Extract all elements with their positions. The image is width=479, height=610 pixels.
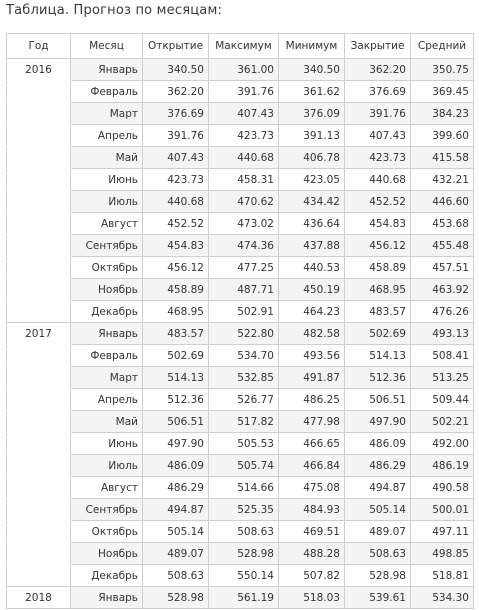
open-cell: 391.76 [143, 125, 209, 147]
max-cell: 473.02 [209, 213, 279, 235]
min-cell: 464.23 [279, 301, 345, 323]
close-cell: 391.76 [345, 103, 411, 125]
min-cell: 391.13 [279, 125, 345, 147]
max-cell: 487.71 [209, 279, 279, 301]
open-cell: 456.12 [143, 257, 209, 279]
year-cell [7, 455, 71, 477]
open-cell: 452.52 [143, 213, 209, 235]
table-row [7, 257, 474, 279]
month-cell: Октябрь [71, 521, 143, 543]
max-cell: 514.66 [209, 477, 279, 499]
year-cell [7, 213, 71, 235]
col-header-min: Минимум [279, 34, 345, 59]
close-cell: 452.52 [345, 191, 411, 213]
open-cell: 508.63 [143, 565, 209, 587]
year-cell [7, 279, 71, 301]
table-row [7, 213, 474, 235]
close-cell: 486.09 [345, 433, 411, 455]
col-header-avg: Средний [411, 34, 474, 59]
table-row [7, 367, 474, 389]
table-row [7, 323, 474, 345]
avg-cell: 509.44 [411, 389, 474, 411]
table-row [7, 477, 474, 499]
close-cell: 407.43 [345, 125, 411, 147]
avg-cell: 446.60 [411, 191, 474, 213]
max-cell: 528.98 [209, 543, 279, 565]
month-cell: Июль [71, 191, 143, 213]
close-cell: 489.07 [345, 521, 411, 543]
year-cell [7, 235, 71, 257]
close-cell: 483.57 [345, 301, 411, 323]
header-row [7, 34, 474, 59]
max-cell: 525.35 [209, 499, 279, 521]
table-row [7, 521, 474, 543]
open-cell: 362.20 [143, 81, 209, 103]
month-cell: Декабрь [71, 565, 143, 587]
min-cell: 423.05 [279, 169, 345, 191]
table-row [7, 499, 474, 521]
open-cell: 483.57 [143, 323, 209, 345]
month-cell: Февраль [71, 345, 143, 367]
month-cell: Ноябрь [71, 279, 143, 301]
avg-cell: 493.13 [411, 323, 474, 345]
max-cell: 477.25 [209, 257, 279, 279]
year-cell [7, 103, 71, 125]
col-header-year: Год [7, 34, 71, 59]
year-cell [7, 81, 71, 103]
avg-cell: 415.58 [411, 147, 474, 169]
table-row [7, 433, 474, 455]
month-cell: Август [71, 213, 143, 235]
close-cell: 440.68 [345, 169, 411, 191]
max-cell: 550.14 [209, 565, 279, 587]
year-cell [7, 433, 71, 455]
year-cell: 2016 [7, 59, 71, 81]
max-cell: 391.76 [209, 81, 279, 103]
close-cell: 528.98 [345, 565, 411, 587]
open-cell: 407.43 [143, 147, 209, 169]
open-cell: 468.95 [143, 301, 209, 323]
table-row [7, 81, 474, 103]
open-cell: 454.83 [143, 235, 209, 257]
avg-cell: 534.30 [411, 587, 474, 609]
year-cell: 2018 [7, 587, 71, 609]
open-cell: 423.73 [143, 169, 209, 191]
min-cell: 440.53 [279, 257, 345, 279]
max-cell: 458.31 [209, 169, 279, 191]
avg-cell: 399.60 [411, 125, 474, 147]
min-cell: 507.82 [279, 565, 345, 587]
open-cell: 458.89 [143, 279, 209, 301]
table-row [7, 543, 474, 565]
table-caption: Таблица. Прогноз по месяцам: [6, 3, 223, 18]
month-cell: Март [71, 367, 143, 389]
year-cell [7, 191, 71, 213]
close-cell: 468.95 [345, 279, 411, 301]
close-cell: 508.63 [345, 543, 411, 565]
table-row [7, 301, 474, 323]
open-cell: 486.09 [143, 455, 209, 477]
max-cell: 474.36 [209, 235, 279, 257]
avg-cell: 455.48 [411, 235, 474, 257]
table-row [7, 565, 474, 587]
month-cell: Сентябрь [71, 235, 143, 257]
max-cell: 470.62 [209, 191, 279, 213]
max-cell: 534.70 [209, 345, 279, 367]
open-cell: 486.29 [143, 477, 209, 499]
year-cell [7, 147, 71, 169]
avg-cell: 457.51 [411, 257, 474, 279]
max-cell: 505.74 [209, 455, 279, 477]
max-cell: 502.91 [209, 301, 279, 323]
min-cell: 488.28 [279, 543, 345, 565]
max-cell: 505.53 [209, 433, 279, 455]
avg-cell: 492.00 [411, 433, 474, 455]
avg-cell: 453.68 [411, 213, 474, 235]
min-cell: 340.50 [279, 59, 345, 81]
avg-cell: 384.23 [411, 103, 474, 125]
min-cell: 466.65 [279, 433, 345, 455]
month-cell: Август [71, 477, 143, 499]
month-cell: Май [71, 147, 143, 169]
month-cell: Ноябрь [71, 543, 143, 565]
month-cell: Февраль [71, 81, 143, 103]
close-cell: 486.29 [345, 455, 411, 477]
close-cell: 502.69 [345, 323, 411, 345]
min-cell: 469.51 [279, 521, 345, 543]
avg-cell: 486.19 [411, 455, 474, 477]
max-cell: 532.85 [209, 367, 279, 389]
table-row [7, 345, 474, 367]
open-cell: 494.87 [143, 499, 209, 521]
col-header-open: Открытие [143, 34, 209, 59]
close-cell: 497.90 [345, 411, 411, 433]
min-cell: 436.64 [279, 213, 345, 235]
avg-cell: 498.85 [411, 543, 474, 565]
col-header-max: Максимум [209, 34, 279, 59]
month-cell: Июль [71, 455, 143, 477]
table-row [7, 235, 474, 257]
year-cell [7, 477, 71, 499]
close-cell: 362.20 [345, 59, 411, 81]
month-cell: Октябрь [71, 257, 143, 279]
year-cell [7, 367, 71, 389]
max-cell: 526.77 [209, 389, 279, 411]
min-cell: 376.09 [279, 103, 345, 125]
min-cell: 437.88 [279, 235, 345, 257]
min-cell: 486.25 [279, 389, 345, 411]
year-cell [7, 411, 71, 433]
min-cell: 361.62 [279, 81, 345, 103]
table-row [7, 125, 474, 147]
month-cell: Июнь [71, 433, 143, 455]
month-cell: Март [71, 103, 143, 125]
table-row [7, 411, 474, 433]
year-cell [7, 345, 71, 367]
max-cell: 517.82 [209, 411, 279, 433]
table-row [7, 587, 474, 609]
open-cell: 528.98 [143, 587, 209, 609]
min-cell: 482.58 [279, 323, 345, 345]
col-header-month: Месяц [71, 34, 143, 59]
avg-cell: 476.26 [411, 301, 474, 323]
close-cell: 458.89 [345, 257, 411, 279]
max-cell: 561.19 [209, 587, 279, 609]
table-row [7, 389, 474, 411]
year-cell [7, 125, 71, 147]
open-cell: 512.36 [143, 389, 209, 411]
close-cell: 494.87 [345, 477, 411, 499]
table-row [7, 59, 474, 81]
close-cell: 539.61 [345, 587, 411, 609]
max-cell: 508.63 [209, 521, 279, 543]
close-cell: 512.36 [345, 367, 411, 389]
min-cell: 466.84 [279, 455, 345, 477]
avg-cell: 350.75 [411, 59, 474, 81]
avg-cell: 502.21 [411, 411, 474, 433]
forecast-table [6, 33, 474, 609]
avg-cell: 490.58 [411, 477, 474, 499]
year-cell [7, 565, 71, 587]
open-cell: 505.14 [143, 521, 209, 543]
avg-cell: 463.92 [411, 279, 474, 301]
month-cell: Январь [71, 59, 143, 81]
open-cell: 340.50 [143, 59, 209, 81]
table-row [7, 147, 474, 169]
min-cell: 518.03 [279, 587, 345, 609]
table-body [7, 59, 474, 609]
min-cell: 450.19 [279, 279, 345, 301]
min-cell: 477.98 [279, 411, 345, 433]
year-cell [7, 521, 71, 543]
year-cell [7, 389, 71, 411]
year-cell [7, 169, 71, 191]
min-cell: 406.78 [279, 147, 345, 169]
avg-cell: 369.45 [411, 81, 474, 103]
min-cell: 493.56 [279, 345, 345, 367]
close-cell: 456.12 [345, 235, 411, 257]
min-cell: 434.42 [279, 191, 345, 213]
open-cell: 497.90 [143, 433, 209, 455]
month-cell: Январь [71, 323, 143, 345]
avg-cell: 497.11 [411, 521, 474, 543]
month-cell: Январь [71, 587, 143, 609]
min-cell: 491.87 [279, 367, 345, 389]
max-cell: 407.43 [209, 103, 279, 125]
max-cell: 423.73 [209, 125, 279, 147]
open-cell: 514.13 [143, 367, 209, 389]
open-cell: 376.69 [143, 103, 209, 125]
avg-cell: 508.41 [411, 345, 474, 367]
open-cell: 502.69 [143, 345, 209, 367]
table-row [7, 191, 474, 213]
close-cell: 376.69 [345, 81, 411, 103]
col-header-close: Закрытие [345, 34, 411, 59]
year-cell [7, 301, 71, 323]
month-cell: Июнь [71, 169, 143, 191]
avg-cell: 513.25 [411, 367, 474, 389]
year-cell [7, 543, 71, 565]
min-cell: 475.08 [279, 477, 345, 499]
open-cell: 489.07 [143, 543, 209, 565]
close-cell: 505.14 [345, 499, 411, 521]
year-cell [7, 499, 71, 521]
month-cell: Май [71, 411, 143, 433]
month-cell: Декабрь [71, 301, 143, 323]
year-cell: 2017 [7, 323, 71, 345]
avg-cell: 432.21 [411, 169, 474, 191]
year-cell [7, 257, 71, 279]
table-row [7, 279, 474, 301]
close-cell: 454.83 [345, 213, 411, 235]
close-cell: 514.13 [345, 345, 411, 367]
min-cell: 484.93 [279, 499, 345, 521]
open-cell: 440.68 [143, 191, 209, 213]
max-cell: 361.00 [209, 59, 279, 81]
max-cell: 522.80 [209, 323, 279, 345]
open-cell: 506.51 [143, 411, 209, 433]
avg-cell: 500.01 [411, 499, 474, 521]
avg-cell: 518.81 [411, 565, 474, 587]
month-cell: Апрель [71, 389, 143, 411]
close-cell: 506.51 [345, 389, 411, 411]
table-row [7, 103, 474, 125]
table-row [7, 169, 474, 191]
table-row [7, 455, 474, 477]
max-cell: 440.68 [209, 147, 279, 169]
month-cell: Апрель [71, 125, 143, 147]
close-cell: 423.73 [345, 147, 411, 169]
month-cell: Сентябрь [71, 499, 143, 521]
